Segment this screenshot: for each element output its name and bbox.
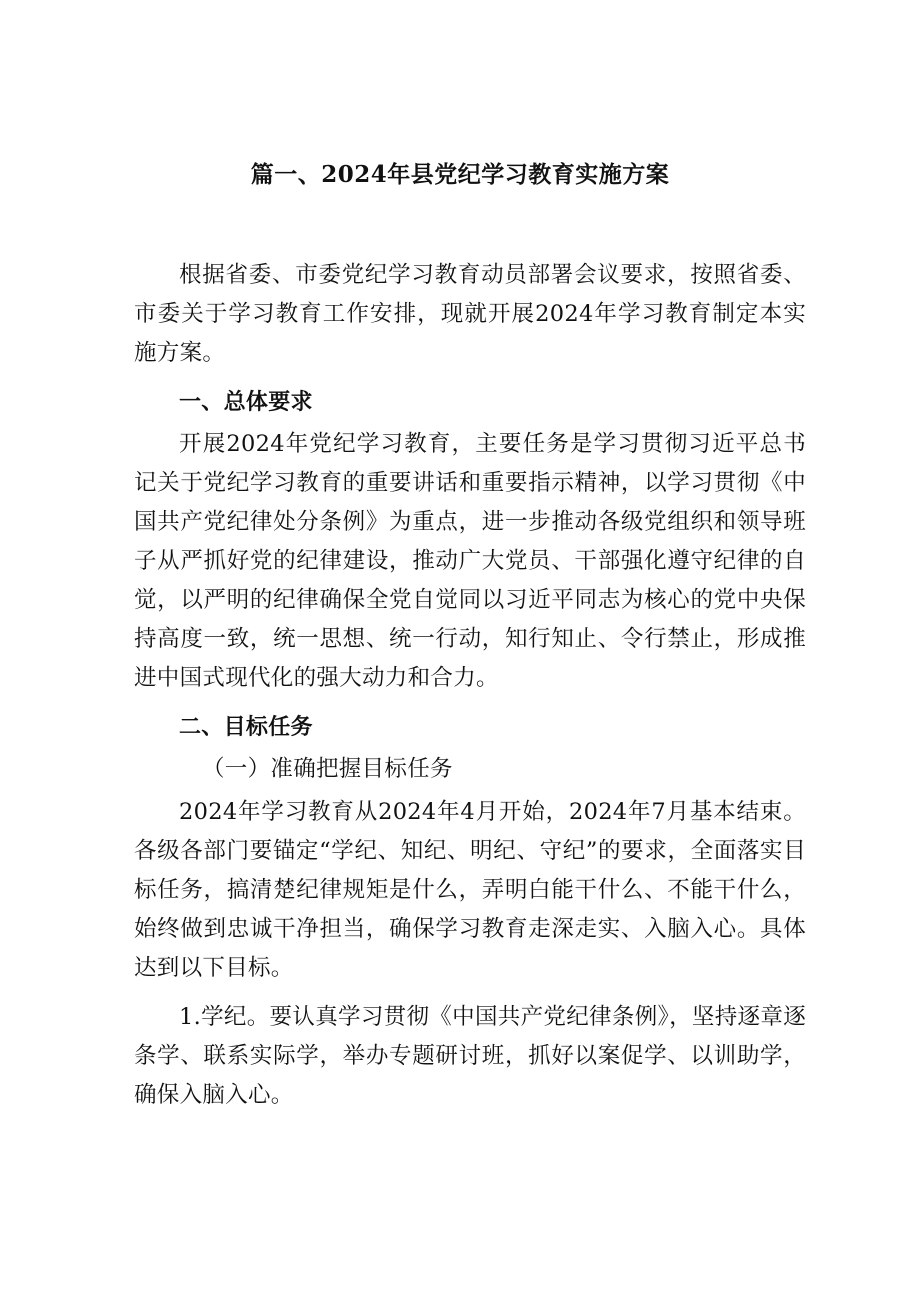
- item-1-paragraph: 1.学纪。要认真学习贯彻《中国共产党纪律条例》，坚持逐章逐条学、联系实际学，举办专题研讨班，抓好以案促学、以训助学，确保入脑入心。: [134, 1004, 806, 1108]
- document-body: [134, 256, 806, 1115]
- subsection-1-paragraph: 2024年学习教育从2024年4月开始，2024年7月基本结束。各级各部门要锚定“学纪、知纪、明纪、守纪”的要求，全面落实目标任务，搞清楚纪律规矩是什么，弄明白能干什么、不能干什么，始终做到忠诚干净担当，确保学习教育走深走实、入脑入心。具体达到以下目标。: [134, 799, 806, 981]
- section-2-heading: 二、目标任务: [179, 715, 313, 740]
- subsection-1-heading: （一）准确把握目标任务: [202, 756, 453, 782]
- section-1-paragraph: 开展2024年党纪学习教育，主要任务是学习贯彻习近平总书记关于党纪学习教育的重要讲话和重要指示精神，以学习贯彻《中国共产党纪律处分条例》为重点，进一步推动各级党组织和领导班子从严抓好党的纪律建设，推动广大党员、干部强化遵守纪律的自觉，以严明的纪律确保全党自觉同以习近平同志为核心的党中央保持高度一致，统一思想、统一行动，知行知止、令行禁止，形成推进中国式现代化的强大动力和合力。: [134, 431, 806, 691]
- intro-paragraph: 根据省委、市委党纪学习教育动员部署会议要求，按照省委、市委关于学习教育工作安排，现就开展2024年学习教育制定本实施方案。: [134, 262, 806, 366]
- section-1-heading: 一、总体要求: [179, 390, 313, 415]
- document-title: 篇一、2024年县党纪学习教育实施方案: [250, 161, 670, 188]
